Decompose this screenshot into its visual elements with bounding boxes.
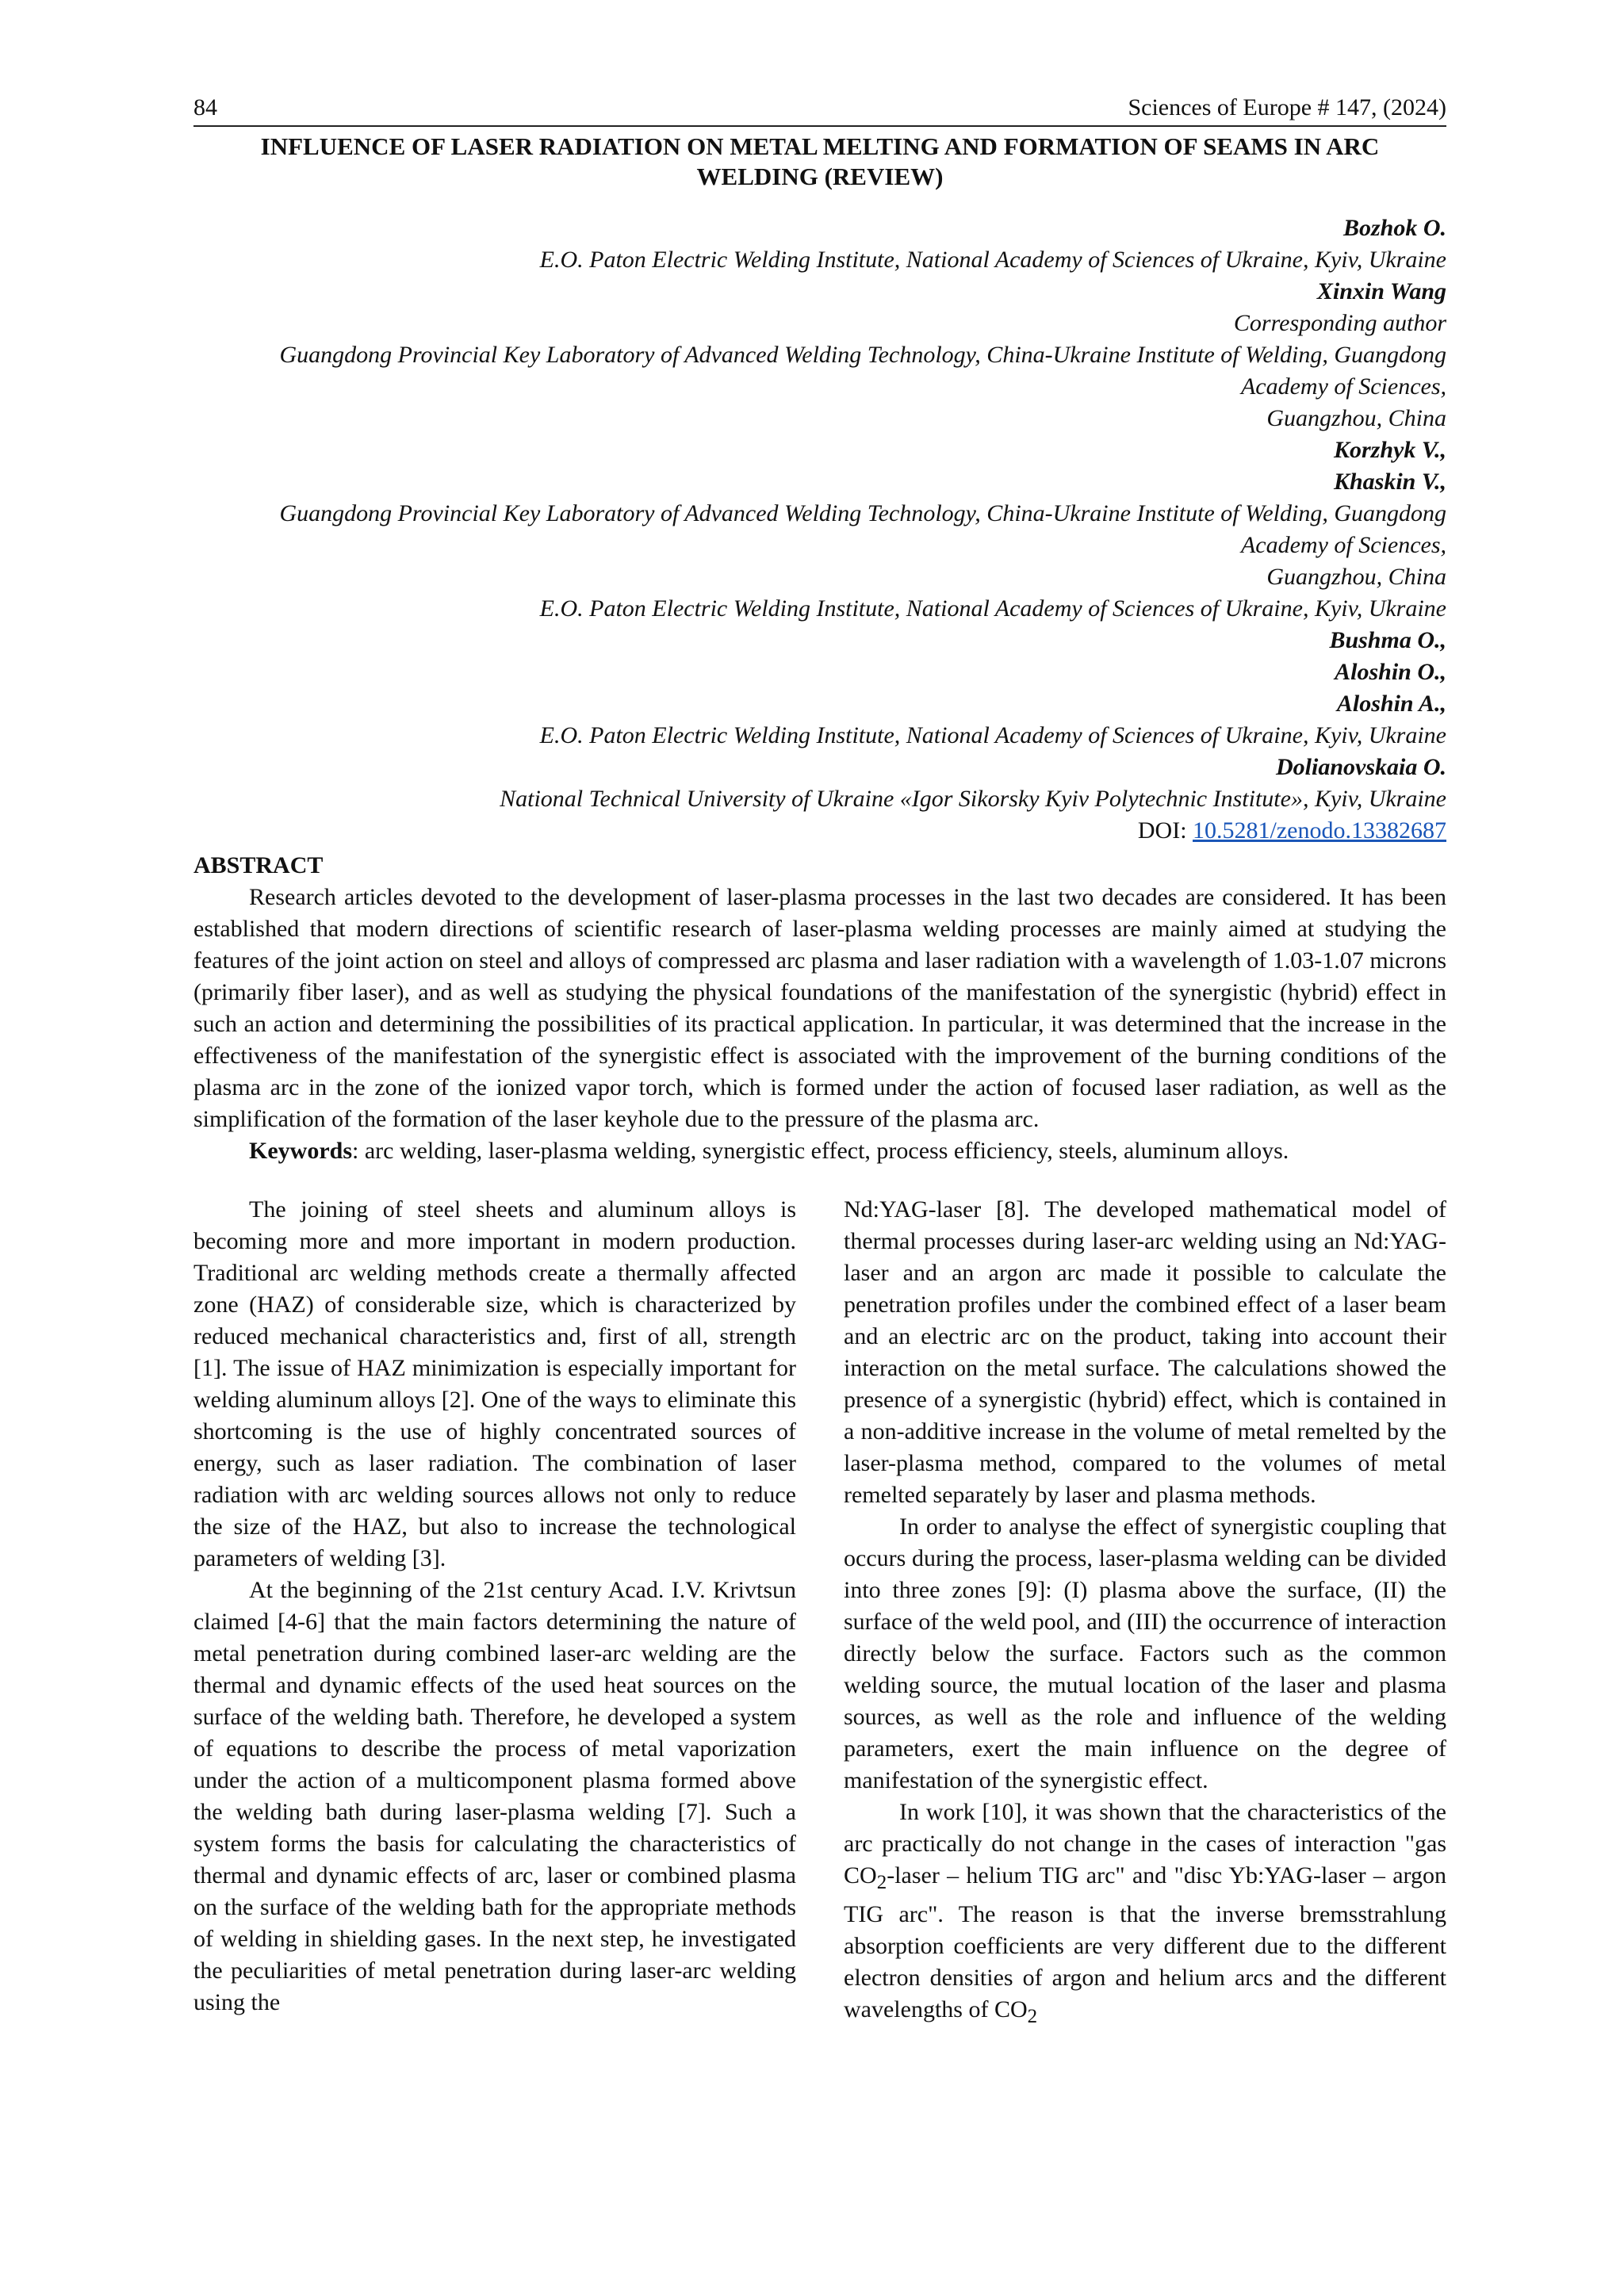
author-name: Dolianovskaia O.: [1275, 754, 1446, 780]
body-paragraph: In order to analyse the effect of synergistic coupling that occurs during the process, laser-plasma welding can be divided into three zones [9]: (I) plasma above the surface, (II) the surface of the weld pool, and (III) the occurrence of interaction directly below the surface. Factors such as the common welding source, the mutual location of the laser and plasma sources, as well as the role and influence of the welding parameters, exert the main influence on the degree of manifestation of the synergistic effect.: [844, 1513, 1446, 1793]
body-columns: [193, 1194, 1446, 2033]
author-affiliation: Guangdong Provincial Key Laboratory of Advanced Welding Technology, China-Ukraine Institute of Welding, Guangdong Academy of Sciences,: [279, 500, 1446, 558]
doi-link[interactable]: 10.5281/zenodo.13382687: [1193, 817, 1446, 844]
author-affiliation: E.O. Paton Electric Welding Institute, National Academy of Sciences of Ukraine, Kyiv, Ukraine: [539, 595, 1446, 622]
page: [193, 94, 1446, 2033]
article-title: INFLUENCE OF LASER RADIATION ON METAL MELTING AND FORMATION OF SEAMS IN ARC WELDING (REVIEW): [260, 132, 1380, 190]
doi-line: [193, 815, 1446, 847]
journal-issue: Sciences of Europe # 147, (2024): [1128, 94, 1446, 121]
text-run: In work [10], it was shown that the characteristics of the arc practically do not change in the cases of interaction "gas CO: [844, 1799, 1446, 1888]
author-name: Aloshin O.,: [1335, 659, 1446, 685]
subscript: 2: [1027, 2006, 1038, 2027]
doi-label: DOI:: [1137, 817, 1187, 844]
abstract-text: Research articles devoted to the development of laser-plasma processes in the last two decades are considered. It has been established that modern directions of scientific research of laser-plasma welding processes are mainly aimed at studying the features of the joint action on steel and alloys of compressed arc plasma and laser radiation with a wavelength of 1.03-1.07 microns (primarily fiber laser), and as well as studying the physical foundations of the manifestation of the synergistic (hybrid) effect in such an action and determining the possibilities of its practical application. In particular, it was determined that the increase in the effectiveness of the manifestation of the synergistic effect is associated with the improvement of the burning conditions of the plasma arc in the zone of the ionized vapor torch, which is formed under the action of focused laser radiation, as well as the simplification of the formation of the laser keyhole due to the pressure of the plasma arc.: [193, 884, 1446, 1132]
author-name: Xinxin Wang: [1316, 278, 1446, 304]
author-name: Korzhyk V.,: [1333, 437, 1446, 463]
author-affiliation-city: Guangzhou, China: [1266, 405, 1446, 431]
author-name: Aloshin A.,: [1336, 691, 1446, 717]
subscript: 2: [876, 1872, 887, 1893]
author-block: [193, 212, 1446, 847]
author-name: Khaskin V.,: [1333, 469, 1446, 495]
body-paragraph: The joining of steel sheets and aluminum alloys is becoming more and more important in modern production. Traditional arc welding methods create a thermally affected zone (HAZ) of considerable size, which is characterized by reduced mechanical characteristics and, first of all, strength [1]. The issue of HAZ minimization is especially important for welding aluminum alloys [2]. One of the ways to eliminate this shortcoming is the use of highly concentrated sources of energy, such as laser radiation. The combination of laser radiation with arc welding sources allows not only to reduce the size of the HAZ, but also to increase the technological parameters of welding [3].: [193, 1196, 796, 1571]
right-column: [844, 1194, 1446, 2033]
author-affiliation: National Technical University of Ukraine «Igor Sikorsky Kyiv Polytechnic Institute», Kyiv, Ukraine: [500, 786, 1446, 812]
abstract-heading: ABSTRACT: [193, 852, 324, 878]
body-paragraph: [844, 1797, 1446, 2033]
running-header: [193, 94, 1446, 127]
body-paragraph: At the beginning of the 21st century Acad. I.V. Krivtsun claimed [4-6] that the main factors determining the nature of metal penetration during combined laser-arc welding are the thermal and dynamic effects of the used heat sources on the surface of the welding bath. Therefore, he developed a system of equations to describe the process of metal vaporization under the action of a multicomponent plasma formed above the welding bath during laser-plasma welding [7]. Such a system forms the basis for calculating the characteristics of thermal and dynamic effects of arc, laser or combined plasma on the surface of the welding bath for the appropriate methods of welding in shielding gases. In the next step, he investigated the peculiarities of metal penetration during laser-arc welding using the: [193, 1577, 796, 2015]
keywords: [193, 1135, 1446, 1167]
author-name: Bozhok O.: [1342, 215, 1446, 241]
author-note: Corresponding author: [1233, 310, 1446, 336]
body-paragraph-continued: Nd:YAG-laser [8]. The developed mathematical model of thermal processes during laser-arc welding using an Nd:YAG-laser and an argon arc made it possible to calculate the penetration profiles under the combined effect of a laser beam and an electric arc on the product, taking into account their interaction on the metal surface. The calculations showed the presence of a synergistic (hybrid) effect, which is contained in a non-additive increase in the volume of metal remelted by the laser-plasma method, compared to the volumes of metal remelted separately by laser and plasma methods.: [844, 1196, 1446, 1508]
author-affiliation: Guangdong Provincial Key Laboratory of Advanced Welding Technology, China-Ukraine Institute of Welding, Guangdong Academy of Sciences,: [279, 342, 1446, 400]
keywords-list: : arc welding, laser-plasma welding, synergistic effect, process efficiency, steels, aluminum alloys.: [352, 1138, 1289, 1164]
left-column: [193, 1194, 796, 2033]
page-number: 84: [193, 94, 217, 121]
text-run: -laser – helium TIG arc" and "disc Yb:YAG-laser – argon TIG arc". The reason is that the inverse bremsstrahlung absorption coefficients are very different due to the different electron densities of argon and helium arcs and the different wavelengths of CO: [844, 1862, 1446, 2022]
author-affiliation-city: Guangzhou, China: [1266, 564, 1446, 590]
author-affiliation: E.O. Paton Electric Welding Institute, National Academy of Sciences of Ukraine, Kyiv, Ukraine: [539, 722, 1446, 748]
author-name: Bushma O.,: [1329, 627, 1446, 653]
author-affiliation: E.O. Paton Electric Welding Institute, National Academy of Sciences of Ukraine, Kyiv, Ukraine: [539, 247, 1446, 273]
keywords-label: Keywords: [249, 1138, 352, 1164]
